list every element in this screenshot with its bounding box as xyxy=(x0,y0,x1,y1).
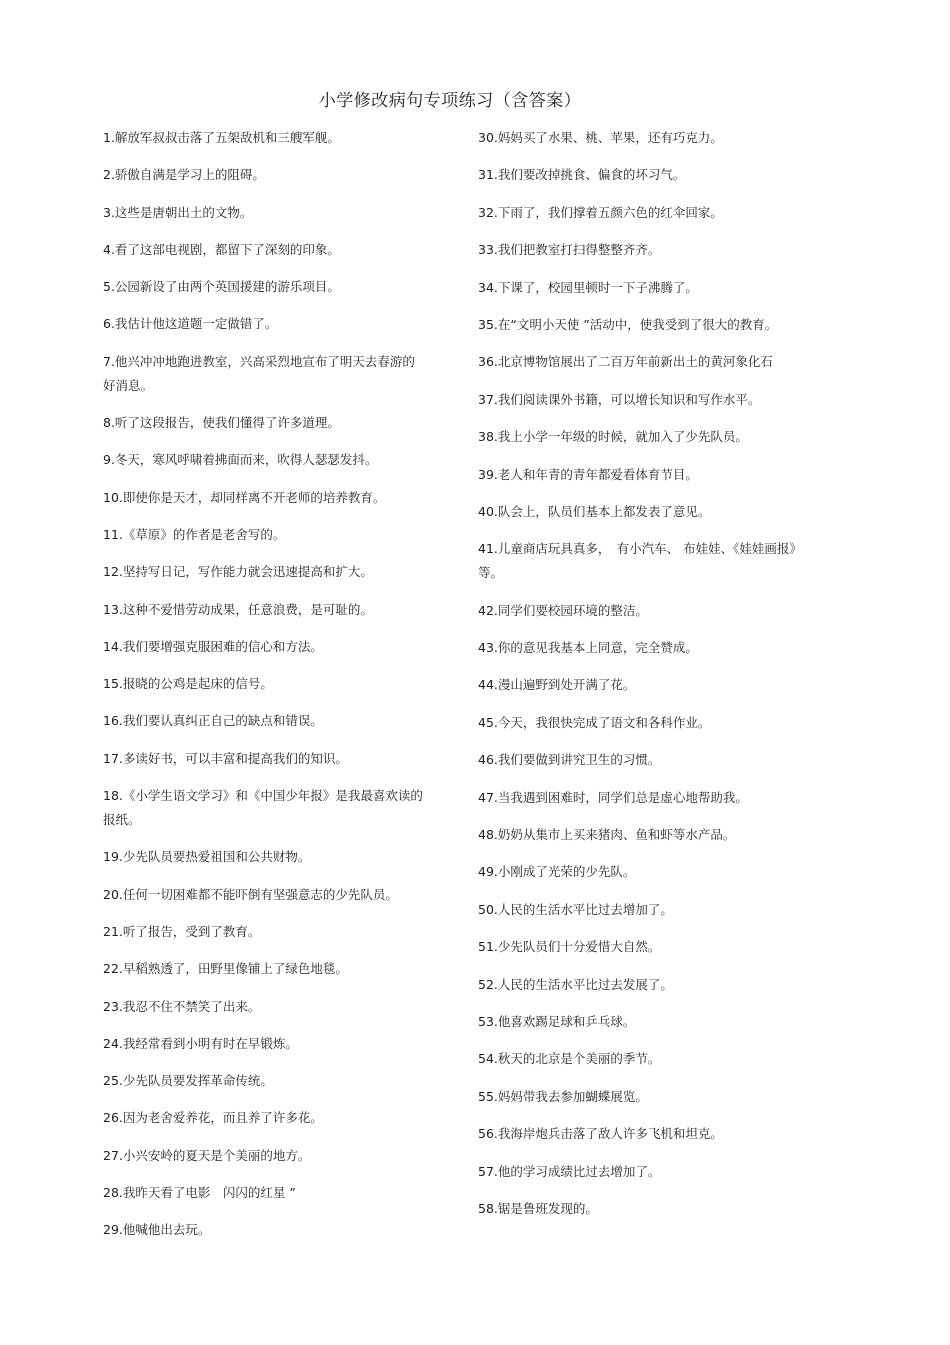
question-item: 35.在“文明小天使 ”活动中，使我受到了很大的教育。 xyxy=(478,316,778,332)
question-item: 24.我经常看到小明有时在早锻炼。 xyxy=(103,1035,298,1051)
question-item: 3.这些是唐朝出土的文物。 xyxy=(103,204,253,220)
question-item: 48.奶奶从集市上买来猪肉、鱼和虾等水产品。 xyxy=(478,827,736,843)
question-item: 18.《小学生语文学习》和《中国少年报》是我最喜欢读的报纸。 xyxy=(103,788,423,828)
question-item: 7.他兴冲冲地跑进教室，兴高采烈地宣布了明天去春游的好消息。 xyxy=(103,353,415,393)
question-item: 31.我们要改掉挑食、偏食的坏习气。 xyxy=(478,167,686,183)
question-item: 33.我们把教室打扫得整整齐齐。 xyxy=(478,242,661,258)
question-item: 49.小刚成了光荣的少先队。 xyxy=(478,864,636,880)
right-question-list xyxy=(478,126,818,1234)
question-item: 19.少先队员要热爱祖国和公共财物。 xyxy=(103,849,311,865)
question-item: 53.他喜欢踢足球和乒乓球。 xyxy=(478,1013,636,1029)
question-item: 5.公园新设了由两个英国援建的游乐项目。 xyxy=(103,279,340,295)
question-item: 45.今天，我很快完成了语文和各科作业。 xyxy=(478,714,711,730)
question-item: 30.妈妈买了水果、桃、苹果，还有巧克力。 xyxy=(478,130,723,145)
question-item: 13.这种不爱惜劳动成果，任意浪费，是可耻的。 xyxy=(103,601,373,617)
question-item: 50.人民的生活水平比过去增加了。 xyxy=(478,901,673,917)
question-item: 51.少先队员们十分爱惜大自然。 xyxy=(478,939,661,955)
question-item: 28.我昨天看了电影 闪闪的红星 ” xyxy=(103,1185,296,1201)
question-item: 47.当我遇到困难时，同学们总是虚心地帮助我。 xyxy=(478,789,748,805)
question-item: 34.下课了，校园里顿时一下子沸腾了。 xyxy=(478,279,698,295)
question-item: 57.他的学习成绩比过去增加了。 xyxy=(478,1163,661,1179)
question-item: 54.秋天的北京是个美丽的季节。 xyxy=(478,1051,661,1067)
question-item: 8.听了这段报告，使我们懂得了许多道理。 xyxy=(103,415,340,431)
question-item: 10.即使你是天才，却同样离不开老师的培养教育。 xyxy=(103,489,386,505)
question-item: 9.冬天，寒风呼啸着拂面而来，吹得人瑟瑟发抖。 xyxy=(103,452,378,468)
question-item: 42.同学们要校园环境的整洁。 xyxy=(478,602,648,618)
question-item: 32.下雨了，我们撑着五颜六色的红伞回家。 xyxy=(478,204,723,220)
question-item: 37.我们阅读课外书籍，可以增长知识和写作水平。 xyxy=(478,391,761,407)
question-item: 41.儿童商店玩具真多， 有小汽车、 布娃娃、《娃娃画报》等。 xyxy=(478,541,802,581)
question-item: 52.人民的生活水平比过去发展了。 xyxy=(478,976,673,992)
question-item: 27.小兴安岭的夏天是个美丽的地方。 xyxy=(103,1147,311,1163)
question-item: 26.因为老舍爱养花，而且养了许多花。 xyxy=(103,1110,323,1126)
question-item: 17.多读好书，可以丰富和提高我们的知识。 xyxy=(103,750,348,766)
question-item: 29.他喊他出去玩。 xyxy=(103,1222,211,1238)
question-item: 2.骄傲自满是学习上的阻碍。 xyxy=(103,167,265,183)
question-item: 46.我们要做到讲究卫生的习惯。 xyxy=(478,752,661,768)
question-item: 56.我海岸炮兵击落了敌人许多飞机和坦克。 xyxy=(478,1126,723,1142)
question-item: 25.少先队员要发挥革命传统。 xyxy=(103,1073,273,1089)
question-item: 20.任何一切困难都不能吓倒有坚强意志的少先队员。 xyxy=(103,886,398,902)
question-item: 43.你的意见我基本上同意，完全赞成。 xyxy=(478,640,698,656)
question-item: 44.漫山遍野到处开满了花。 xyxy=(478,677,636,693)
question-item: 22.早稻熟透了，田野里像铺上了绿色地毯。 xyxy=(103,961,348,977)
question-item: 15.报晓的公鸡是起床的信号。 xyxy=(103,676,273,692)
question-item: 4.看了这部电视剧，都留下了深刻的印象。 xyxy=(103,241,340,257)
question-item: 39.老人和年青的青年都爱看体育节目。 xyxy=(478,466,698,482)
left-question-list xyxy=(103,126,423,1256)
question-item: 40.队会上，队员们基本上都发表了意见。 xyxy=(478,503,711,519)
question-item: 23.我忍不住不禁笑了出来。 xyxy=(103,998,261,1014)
question-item: 55.妈妈带我去参加蝴蝶展览。 xyxy=(478,1088,648,1104)
question-item: 12.坚持写日记，写作能力就会迅速提高和扩大。 xyxy=(103,564,373,580)
question-item: 21.听了报告，受到了教育。 xyxy=(103,923,261,939)
question-item: 14.我们要增强克服困难的信心和方法。 xyxy=(103,638,323,654)
question-item: 58.锯是鲁班发现的。 xyxy=(478,1200,598,1216)
question-item: 11.《草原》的作者是老舍写的。 xyxy=(103,526,286,542)
question-item: 1.解放军叔叔击落了五架敌机和三艘军舰。 xyxy=(103,130,340,145)
question-item: 16.我们要认真纠正自己的缺点和错误。 xyxy=(103,713,323,729)
question-item: 38.我上小学一年级的时候，就加入了少先队员。 xyxy=(478,429,748,445)
question-item: 36.北京博物馆展出了二百万年前新出土的黄河象化石 xyxy=(478,354,773,370)
page-title: 小学修改病句专项练习（含答案） xyxy=(318,91,582,111)
question-item: 6.我估计他这道题一定做错了。 xyxy=(103,316,278,332)
